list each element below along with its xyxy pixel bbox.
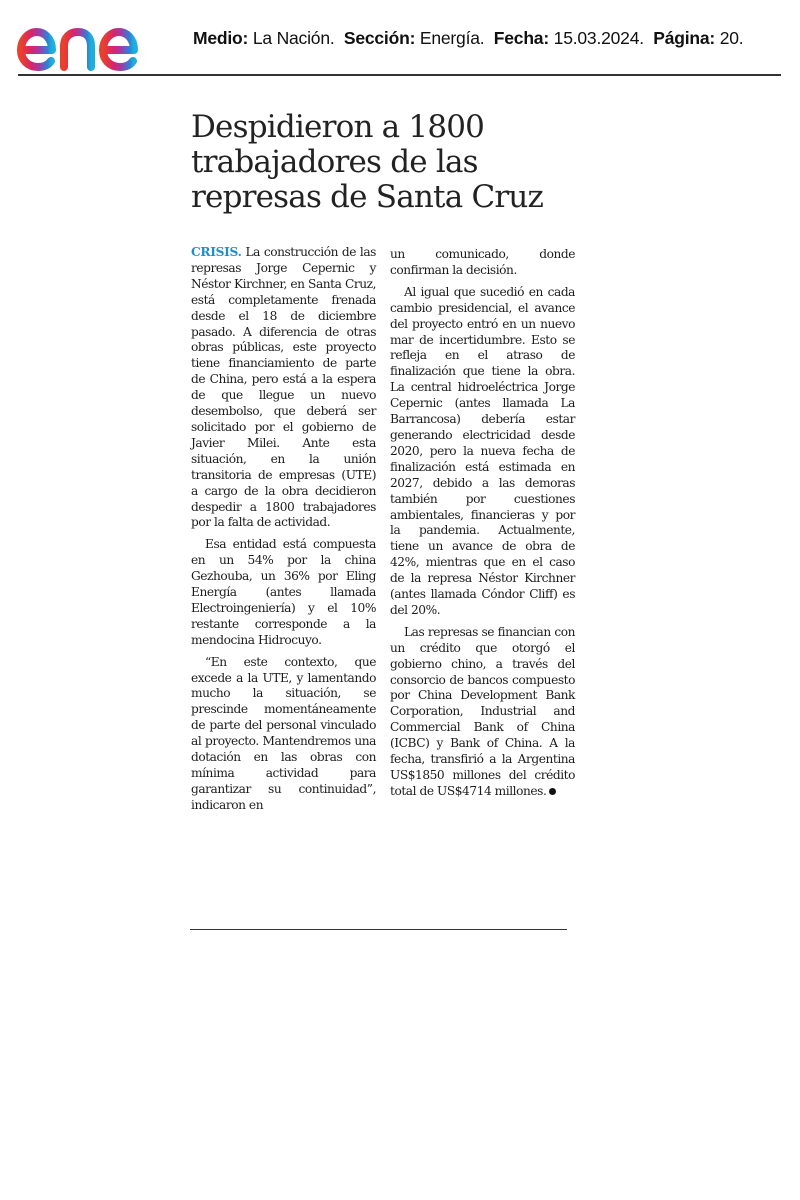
- column2-paragraph-3-text: Las represas se financian con un crédito que otorgó el gobierno chino, a través del consorcio de bancos compuesto por China Development Bank Corporation, Industrial and Commercial Bank of China (ICBC) y Bank of China. A la fecha, transfirió a la Argentina US$1850 millones del crédito total de US$4714 millones.: [390, 624, 575, 798]
- column1-paragraph-1: [191, 245, 376, 531]
- article-bottom-rule: [190, 929, 567, 930]
- article-column-1: [191, 245, 376, 820]
- pagina-value: 20.: [719, 28, 744, 48]
- column1-paragraph-3: “En este contexto, que excede a la UTE, y lamentando mucho la situación, se prescinde momentáneamente de parte del personal vinculado al proyecto. Mantendremos una dotación en las obras con mínima actividad para garantizar su continuidad”, indicaron en: [191, 654, 376, 812]
- fecha-label: Fecha:: [493, 28, 549, 48]
- medio-value: La Nación.: [252, 28, 335, 48]
- article-column-2: [390, 247, 575, 806]
- pagina-label: Página:: [653, 28, 716, 48]
- press-clipping-meta: [193, 28, 743, 49]
- end-of-article-bullet-icon: [549, 788, 556, 795]
- article-headline: [191, 110, 571, 215]
- enel-logo: [14, 10, 179, 72]
- fecha-value: 15.03.2024.: [553, 28, 644, 48]
- column1-paragraph-2: Esa entidad está compuesta en un 54% por la china Gezhouba, un 36% por Eling Energía (antes llamada Electroingeniería) y el 10% restante corresponde a la mendocina Hidrocuyo.: [191, 537, 376, 647]
- seccion-value: Energía.: [419, 28, 485, 48]
- seccion-label: Sección:: [343, 28, 416, 48]
- medio-label: Medio:: [193, 28, 249, 48]
- headline-line-1: Despidieron a 1800: [191, 109, 485, 145]
- header-divider: [18, 74, 781, 76]
- column2-paragraph-2: Al igual que sucedió en cada cambio presidencial, el avance del proyecto entró en un nuevo mar de incertidumbre. Esto se refleja en el atraso de finalización que tiene la obra. La central hidroeléctrica Jorge Cepernic (antes llamada La Barrancosa) debería estar generando electricidad desde 2020, pero la nueva fecha de finalización está estimada en 2027, debido a las demoras también por cuestiones ambientales, financieras y por la pandemia. Actualmente, tiene un avance de obra de 42%, mientras que en el caso de la represa Néstor Kirchner (antes llamada Cóndor Cliff) es del 20%.: [390, 284, 575, 617]
- headline-line-2: trabajadores de las: [191, 144, 478, 180]
- column2-paragraph-3: [390, 625, 575, 800]
- column1-paragraph-1-text: La construcción de las represas Jorge Cepernic y Néstor Kirchner, en Santa Cruz, está completamente frenada desde el 18 de diciembre pasado. A diferencia de otras obras públicas, este proyecto tiene financiamiento de parte de China, pero está a la espera de que llegue un nuevo desembolso, que deberá ser solicitado por el gobierno de Javier Milei. Ante esta situación, en la unión transitoria de empresas (UTE) a cargo de la obra decidieron despedir a 1800 trabajadores por la falta de actividad.: [191, 245, 376, 530]
- column2-paragraph-1: un comunicado, donde confirman la decisión.: [390, 247, 575, 277]
- headline-line-3: represas de Santa Cruz: [191, 179, 544, 215]
- article-kicker: CRISIS.: [191, 245, 242, 259]
